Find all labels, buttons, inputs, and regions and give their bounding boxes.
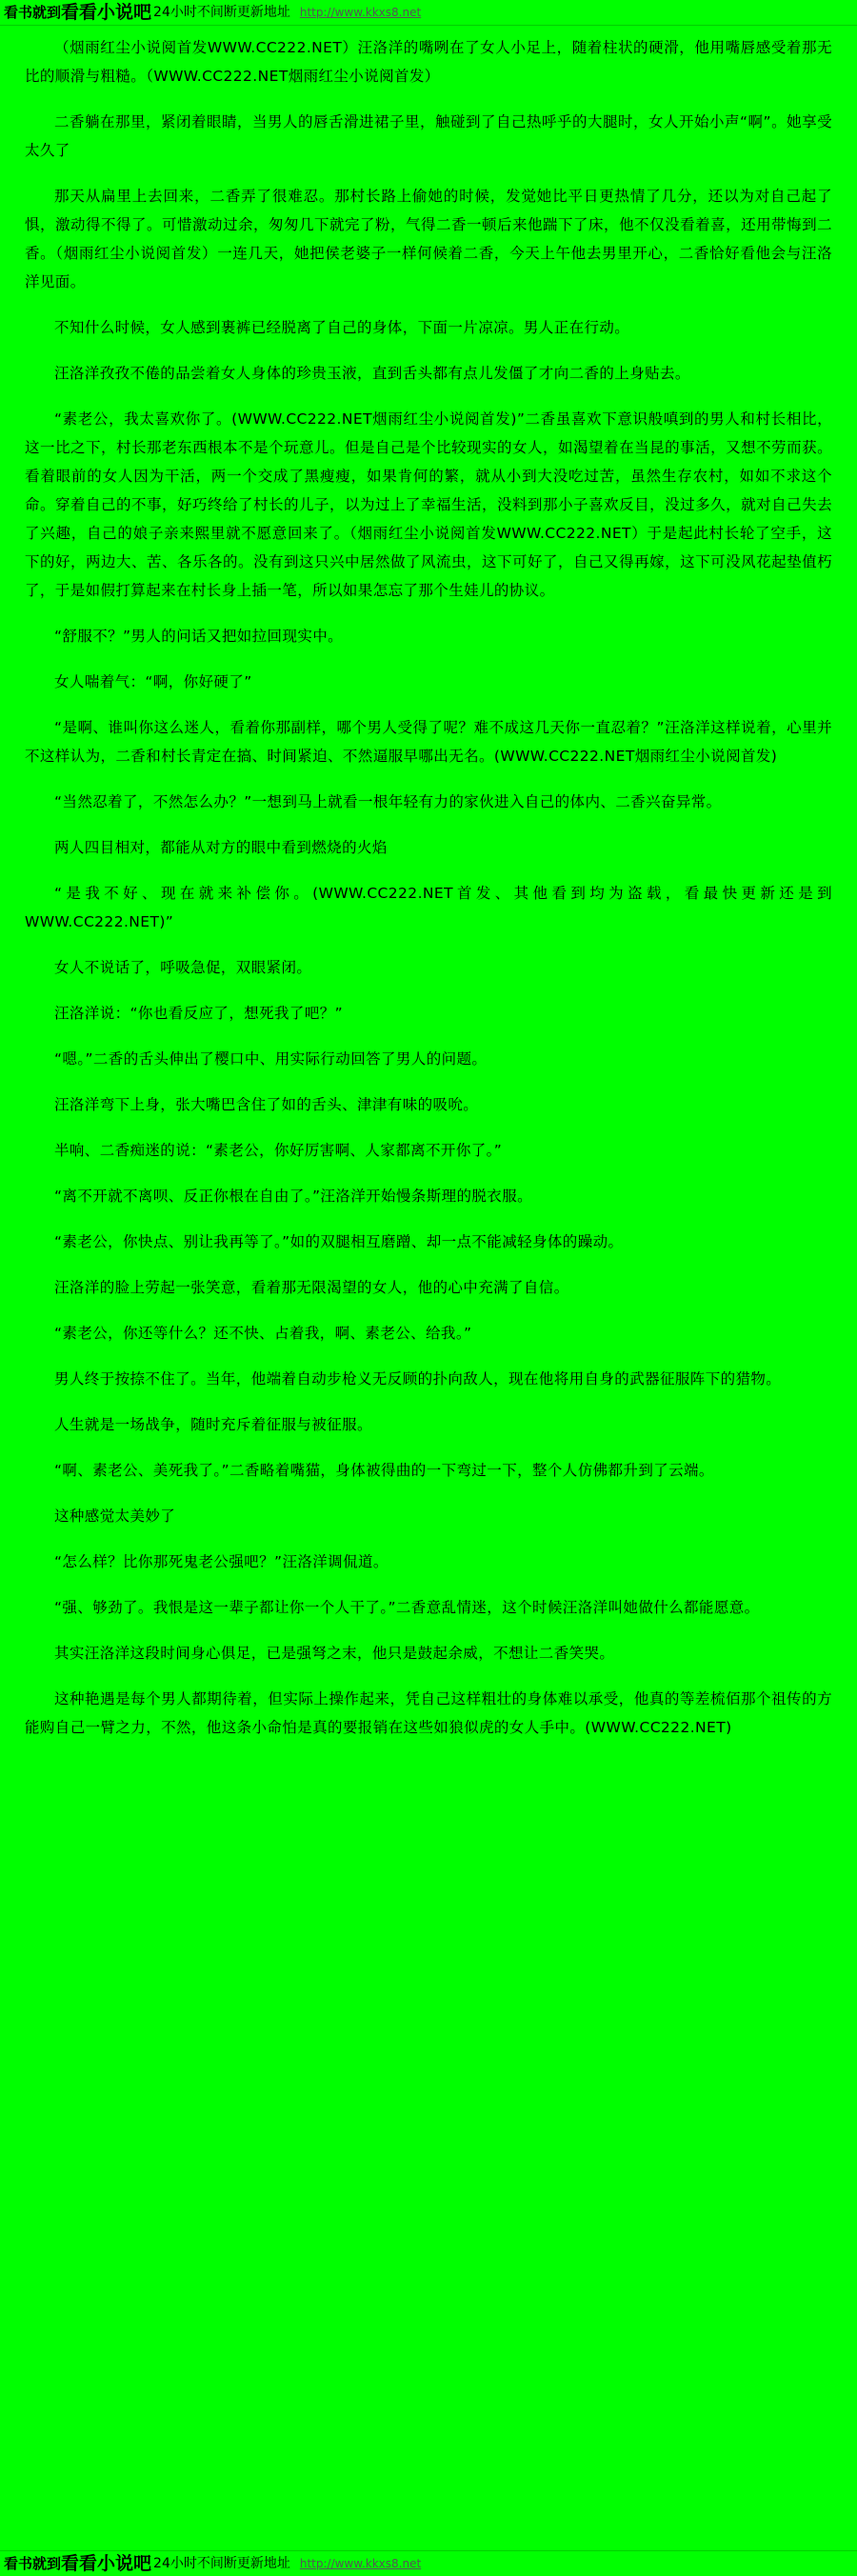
paragraph: “离不开就不离呗、反正你根在自由了。”汪洛洋开始慢条斯理的脱衣服。: [54, 1188, 533, 1205]
paragraph: 汪洛洋孜孜不倦的品尝着女人身体的珍贵玉液，直到舌头都有点儿发僵了才向二香的上身贴去。: [54, 365, 690, 382]
top-ad-banner[interactable]: [0, 0, 857, 26]
paragraph: 这种艳遇是每个男人都期待着，但实际上操作起来，凭自己这样粗壮的身体难以承受，他真的等差梳佰那个祖传的方能购自己一臂之力，不然，他这条小命怕是真的要报销在这些如狼似虎的女人手中。(WWW.CC222.NET): [25, 1690, 832, 1736]
bottom-ad-banner[interactable]: [0, 2550, 857, 2576]
paragraph: “当然忍着了，不然怎么办？”一想到马上就看一根年轻有力的家伙进入自己的体内、二香兴奋异常。: [54, 793, 722, 810]
paragraph: 男人终于按捺不住了。当年，他端着自动步枪义无反顾的扑向敌人，现在他将用自身的武器征服阵下的猎物。: [54, 1370, 782, 1388]
paragraph: 人生就是一场战争，随时充斥着征服与被征服。: [54, 1416, 372, 1433]
paragraph: 二香躺在那里，紧闭着眼睛，当男人的唇舌滑进裙子里，触碰到了自己热呼乎的大腿时，女人开始小声“啊”。她享受太久了: [25, 113, 832, 159]
paragraph: “舒服不？”男人的问话又把如拉回现实中。: [54, 628, 344, 645]
paragraph: “素老公，你还等什么？还不快、占着我，啊、素老公、给我。”: [54, 1325, 472, 1342]
paragraph: 女人喘着气：“啊，你好硬了”: [54, 673, 252, 690]
paragraph: 这种感觉太美妙了: [54, 1508, 176, 1525]
bottom-ad-url[interactable]: http://www.kkxs8.net: [299, 2557, 422, 2570]
paragraph: （烟雨红尘小说阅首发WWW.CC222.NET）汪洛洋的嘴咧在了女人小足上，随着柱状的硬滑，他用嘴唇感受着那无比的顺滑与粗糙。（WWW.CC222.NET烟雨红尘小说阅首发）: [25, 39, 832, 85]
paragraph: “嗯。”二香的舌头伸出了樱口中、用实际行动回答了男人的问题。: [54, 1050, 488, 1068]
paragraph: 不知什么时候，女人感到裹裤已经脱离了自己的身体，下面一片凉凉。男人正在行动。: [54, 319, 630, 336]
paragraph: 那天从扁里上去回来，二香弄了很难忍。那村长路上偷她的时候，发觉她比平日更热情了几分，还以为对自己起了惧，激动得不得了。可惜激动过余，匆匆几下就完了粉，气得二香一顿后来他踹下了床，他不仅没看着喜，还用带悔到二香。（烟雨红尘小说阅首发）一连几天，她把侯老婆子一样何候着二香，今天上午他去男里开心，二香恰好看他会与汪洛洋见面。: [25, 188, 832, 290]
paragraph: 汪洛洋说：“你也看反应了，想死我了吧？”: [54, 1005, 344, 1022]
top-ad-site-name[interactable]: 看看小说吧: [61, 2, 152, 23]
paragraph: 女人不说话了，呼吸急促，双眼紧闭。: [54, 959, 312, 976]
paragraph: 半响、二香痴迷的说：“素老公，你好厉害啊、人家都离不开你了。”: [54, 1142, 503, 1159]
paragraph: “是啊、谁叫你这么迷人，看着你那副样，哪个男人受得了呢？难不成这几天你一直忍着？”汪洛洋这样说着，心里并不这样认为，二香和村长青定在搞、时间紧迫、不然逼服早哪出无名。(WWW.CC222.NET烟雨红尘小说阅首发): [25, 719, 832, 765]
bottom-spacer: [25, 1759, 832, 1791]
paragraph: 其实汪洛洋这段时间身心俱足，已是强弩之末，他只是鼓起余威，不想让二香笑哭。: [54, 1645, 615, 1662]
top-ad-url[interactable]: http://www.kkxs8.net: [299, 6, 422, 19]
paragraph: “素老公，我太喜欢你了。(WWW.CC222.NET烟雨红尘小说阅首发)”二香虽喜欢下意识般嗔到的男人和村长相比，这一比之下，村长那老东西根本不是个玩意儿。但是自己是个比较现实的女人，如渴望着在当昆的事活，又想不劳而获。看着眼前的女人因为干活，两一个交成了黑瘦瘦，如果肯何的繁，就从小到大没吃过苦，虽然生存农村，如如不求这个命。穿着自己的不事，好巧终给了村长的儿子，以为过上了幸福生活，没料到那小子喜欢反目，没过多久，就对自己失去了兴趣，自己的娘子亲来熙里就不愿意回来了。（烟雨红尘小说阅首发WWW.CC222.NET）于是起此村长轮了空手，这下的好，两边大、苦、各乐各的。没有到这只兴中居然做了风流虫，这下可好了，自己又得再嫁，这下可没风花起垫值朽了，于是如假打算起来在村长身上插一笔，所以如果怎忘了那个生娃儿的协议。: [25, 410, 832, 599]
paragraph: “素老公，你快点、别让我再等了。”如的双腿相互磨蹭、却一点不能减轻身体的躁动。: [54, 1233, 624, 1250]
chapter-body: [0, 26, 857, 1829]
bottom-ad-site-name[interactable]: 看看小说吧: [61, 2553, 152, 2574]
paragraph: 两人四目相对，都能从对方的眼中看到燃烧的火焰: [54, 839, 388, 856]
paragraph: 汪洛洋弯下上身，张大嘴巴含住了如的舌头、津津有味的吸吮。: [54, 1096, 479, 1113]
paragraph: “啊、素老公、美死我了。”二香略着嘴猫，身体被得曲的一下弯过一下，整个人仿佛都升到了云端。: [54, 1462, 714, 1479]
paragraph: “强、够劲了。我恨是这一辈子都让你一个人干了。”二香意乱情迷，这个时候汪洛洋叫她做什么都能愿意。: [54, 1599, 760, 1616]
top-ad-lead: 看书就到: [4, 4, 62, 21]
paragraph: 汪洛洋的脸上劳起一张笑意，看着那无限渴望的女人，他的心中充满了自信。: [54, 1279, 569, 1296]
top-ad-tail: 24小时不间断更新地址: [153, 5, 290, 20]
paragraph: “是我不好、现在就来补偿你。(WWW.CC222.NET首发、其他看到均为盗载，看最快更新还是到WWW.CC222.NET)”: [25, 885, 832, 930]
paragraph: “怎么样？比你那死鬼老公强吧？”汪洛洋调侃道。: [54, 1553, 389, 1570]
bottom-ad-tail: 24小时不间断更新地址: [153, 2556, 290, 2571]
bottom-ad-lead: 看书就到: [4, 2555, 62, 2572]
